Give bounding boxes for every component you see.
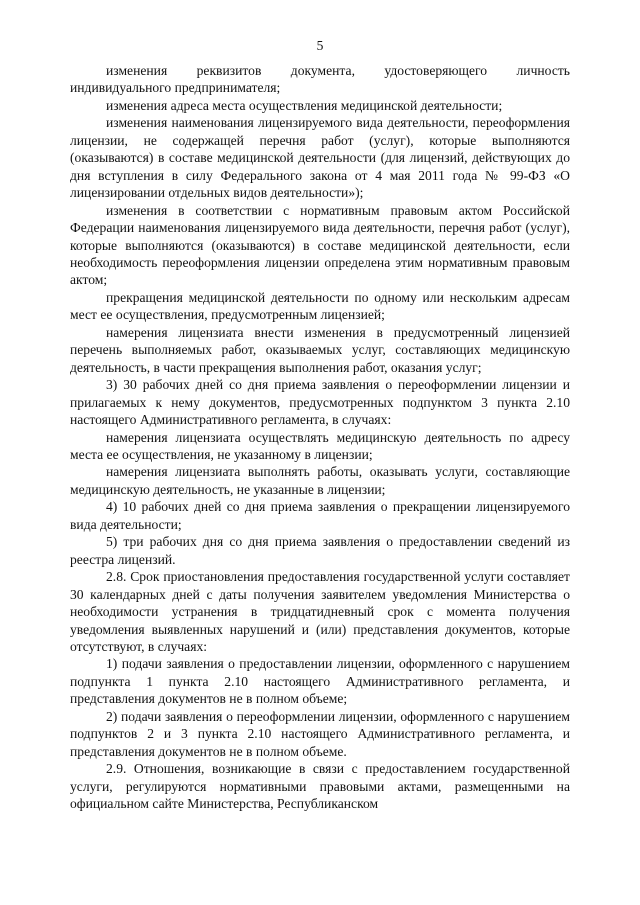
- paragraph: намерения лицензиата выполнять работы, оказывать услуги, составляющие медицинскую деятельность, не указанные в лицензии;: [70, 464, 570, 497]
- paragraph: изменения адреса места осуществления медицинской деятельности;: [106, 97, 503, 113]
- paragraph: изменения наименования лицензируемого вида деятельности, переоформления лицензии, не содержащей перечня работ (услуг), которые выполняются (оказываются) в составе медицинской деятельности (для лицензий, действующих до дня вступления в силу Федерального закона от 4 мая 2011 года № 99-ФЗ «О лицензировании отдельных видов деятельности»);: [70, 115, 570, 201]
- paragraph: 4) 10 рабочих дней со дня приема заявления о прекращении лицензируемого вида деятельности;: [70, 499, 570, 532]
- paragraph: 3) 30 рабочих дней со дня приема заявления о переоформлении лицензии и прилагаемых к нему документов, предусмотренных подпунктом 3 пункта 2.10 настоящего Административного регламента, в случаях:: [70, 377, 570, 428]
- paragraph: намерения лицензиата внести изменения в предусмотренный лицензией перечень выполняемых работ, оказываемых услуг, составляющих медицинскую деятельность, в части прекращения выполнения работ, оказания услуг;: [70, 324, 570, 375]
- paragraph: изменения реквизитов документа, удостоверяющего личность индивидуального предпринимателя;: [70, 63, 570, 96]
- page-number: 5: [316, 38, 324, 53]
- paragraph: намерения лицензиата осуществлять медицинскую деятельность по адресу места ее осуществления, не указанному в лицензии;: [70, 429, 570, 462]
- paragraph: 1) подачи заявления о предоставлении лицензии, оформленного с нарушением подпункта 1 пункта 2.10 настоящего Административного регламента, и представления документов не в полном объеме;: [70, 656, 570, 707]
- document-body: [70, 62, 570, 812]
- paragraph: прекращения медицинской деятельности по одному или нескольким адресам мест ее осуществления, предусмотренным лицензией;: [70, 289, 570, 323]
- paragraph: изменения в соответствии с нормативным правовым актом Российской Федерации наименования лицензируемого вида деятельности, перечня работ (услуг), которые выполняются (оказываются) в составе медицинской деятельности, если необходимость переоформления лицензии определена этим нормативным правовым актом;: [70, 202, 570, 288]
- paragraph: 2.8. Срок приостановления предоставления государственной услуги составляет 30 календарных дней с даты получения заявителем уведомления Министерства о необходимости устранения в тридцатидневный срок с момента получения уведомления выявленных нарушений и (или) представления документов, которые отсутствуют, в случаях:: [70, 569, 570, 654]
- paragraph: 5) три рабочих дня со дня приема заявления о предоставлении сведений из реестра лицензий.: [70, 534, 570, 567]
- paragraph: 2) подачи заявления о переоформлении лицензии, оформленного с нарушением подпунктов 2 и 3 пункта 2.10 настоящего Административного регламента, и представления документов не в полном объеме.: [70, 708, 570, 759]
- paragraph: 2.9. Отношения, возникающие в связи с предоставлением государственной услуги, регулируются нормативными правовыми актами, размещенными на официальном сайте Министерства, Республиканском: [70, 761, 570, 812]
